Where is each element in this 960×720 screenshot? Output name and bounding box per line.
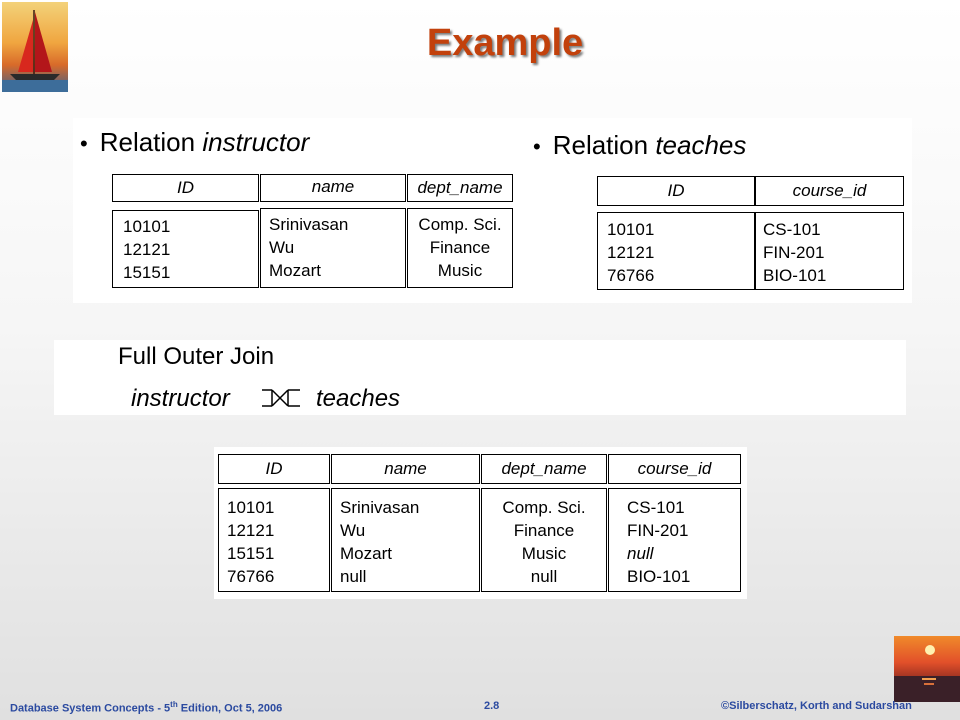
- cell: Srinivasan: [269, 215, 349, 234]
- teaches-id-column: [597, 212, 755, 290]
- left-operand: instructor: [131, 385, 230, 412]
- cell: 12121: [227, 521, 275, 540]
- cell: CS-101: [627, 498, 685, 517]
- footer-copyright: ©Silberschatz, Korth and Sudarshan: [721, 700, 912, 712]
- cell: Wu: [340, 521, 366, 540]
- cell: 10101: [607, 220, 655, 239]
- instructor-header-id: ID: [112, 174, 259, 202]
- result-header-id: ID: [218, 454, 330, 484]
- cell: Mozart: [269, 261, 321, 280]
- cell: 76766: [227, 567, 275, 586]
- cell: 10101: [227, 498, 275, 517]
- instructor-name-column: [260, 208, 406, 288]
- cell: Wu: [269, 238, 295, 257]
- cell: Finance: [513, 521, 575, 540]
- cell: Music: [437, 261, 483, 280]
- instructor-heading: [80, 127, 309, 158]
- instructor-header-dept-name: dept_name: [407, 174, 513, 202]
- cell: 76766: [607, 266, 655, 285]
- footer-book: Database System Concepts - 5: [10, 702, 171, 715]
- result-header-name: name: [331, 454, 480, 484]
- cell: BIO-101: [627, 567, 691, 586]
- bullet: •: [80, 131, 88, 156]
- cell: FIN-201: [627, 521, 689, 540]
- result-header-course-id: course_id: [608, 454, 741, 484]
- full-outer-join-symbol-icon: [260, 386, 302, 415]
- teaches-heading: [533, 130, 746, 161]
- cell: 15151: [227, 544, 275, 563]
- cell: Comp. Sci.: [418, 215, 502, 234]
- cell: null: [530, 567, 558, 586]
- cell: CS-101: [763, 220, 821, 239]
- sunset-logo: [894, 636, 960, 702]
- heading-plain: Relation: [552, 130, 656, 160]
- teaches-header-course-id: course_id: [755, 176, 904, 206]
- footer-book-title: [10, 700, 282, 715]
- cell: Srinivasan: [340, 498, 420, 517]
- heading-italic: teaches: [655, 130, 747, 160]
- cell: Comp. Sci.: [502, 498, 586, 517]
- footer-edition-sup: th: [170, 700, 178, 709]
- cell: FIN-201: [763, 243, 825, 262]
- cell: 15151: [123, 263, 171, 282]
- result-course-column: [608, 488, 741, 592]
- right-operand: teaches: [316, 385, 401, 412]
- result-id-column: [218, 488, 330, 592]
- cell: Music: [521, 544, 567, 563]
- cell: 12121: [123, 240, 171, 259]
- teaches-header-id: ID: [597, 176, 755, 206]
- slide-title: Example: [426, 22, 584, 64]
- full-outer-join-heading: Full Outer Join: [118, 343, 275, 370]
- cell: null: [340, 567, 367, 586]
- instructor-id-column: [112, 210, 259, 288]
- cell: BIO-101: [763, 266, 827, 285]
- cell: 10101: [123, 217, 171, 236]
- teaches-course-column: [755, 212, 904, 290]
- result-header-dept-name: dept_name: [481, 454, 607, 484]
- footer-page-number: 2.8: [484, 700, 500, 712]
- cell-null: null: [627, 544, 654, 563]
- result-name-column: [331, 488, 480, 592]
- instructor-header-name: name: [260, 174, 406, 202]
- result-dept-column: [481, 488, 607, 592]
- cell: 12121: [607, 243, 655, 262]
- heading-italic: instructor: [202, 127, 310, 157]
- heading-plain: Relation: [99, 127, 203, 157]
- instructor-dept-column: [407, 208, 513, 288]
- cell: Finance: [429, 238, 491, 257]
- bullet: •: [533, 134, 541, 159]
- footer-book-rest: Edition, Oct 5, 2006: [177, 702, 283, 715]
- cell: Mozart: [340, 544, 392, 563]
